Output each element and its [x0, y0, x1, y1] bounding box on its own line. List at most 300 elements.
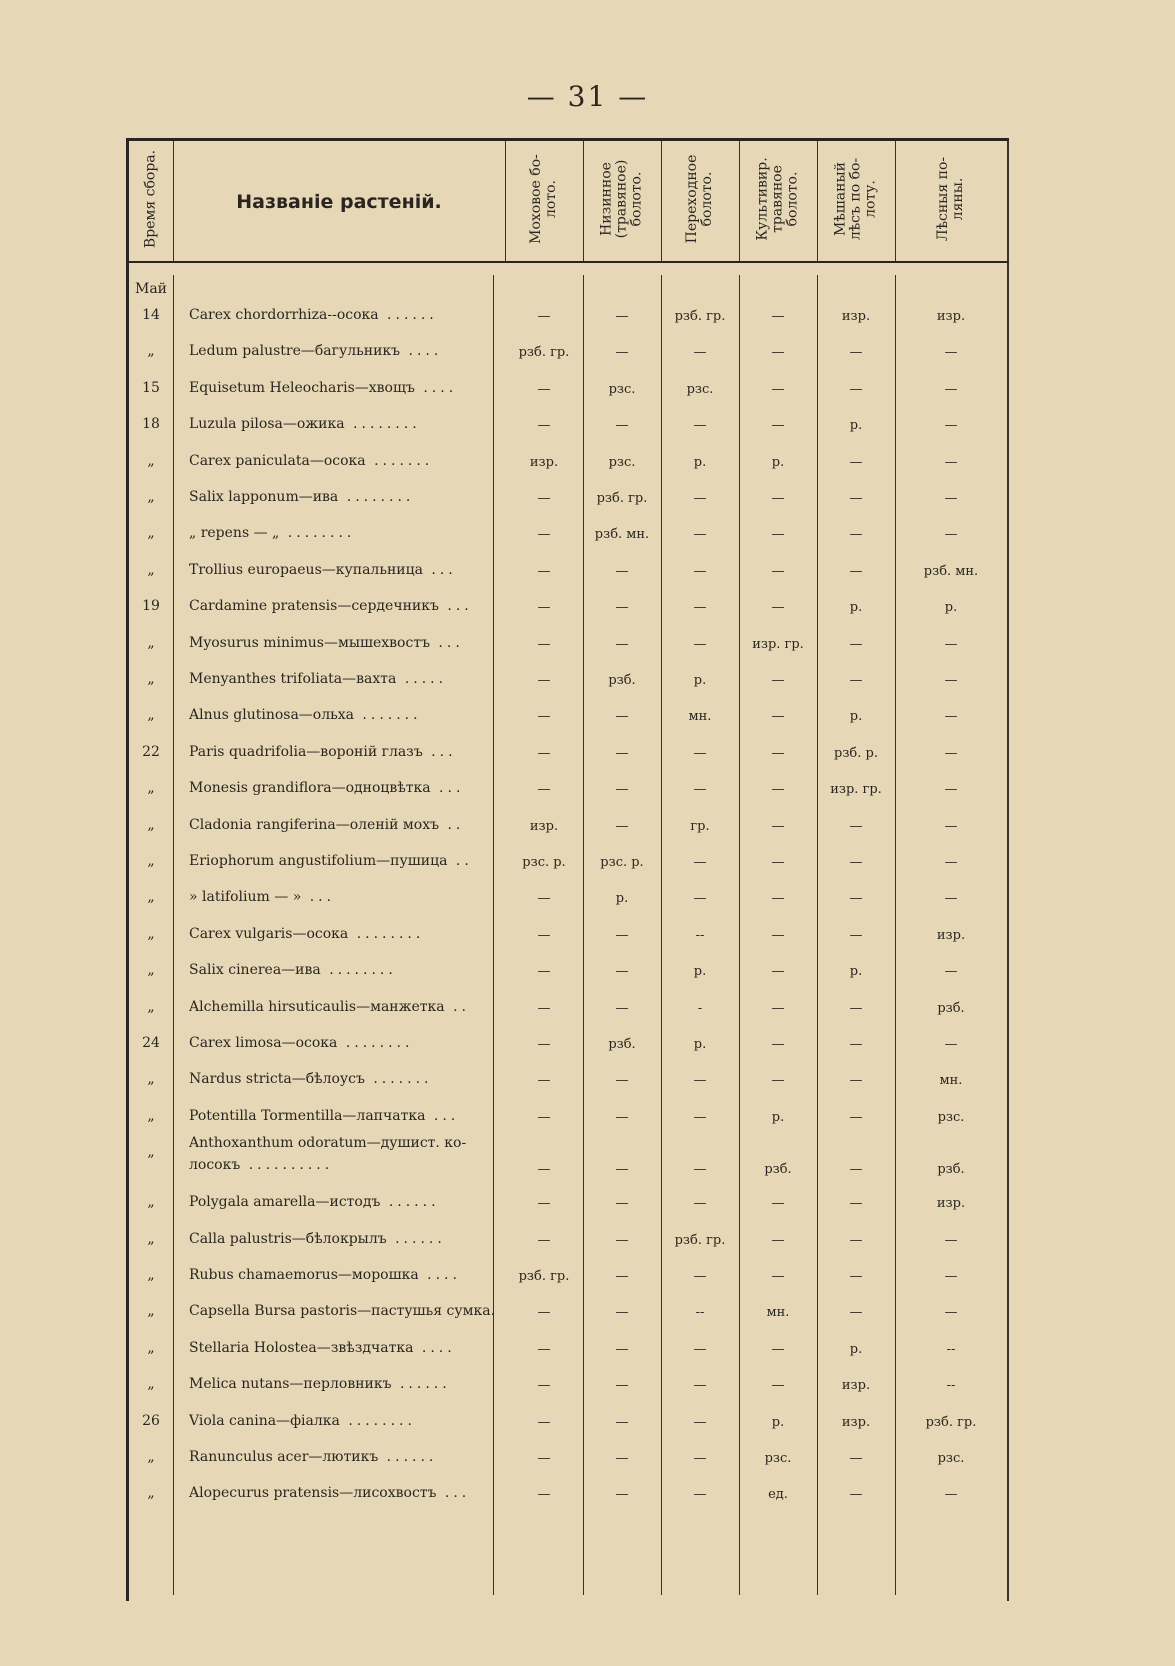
plant-name-text: Trollius europaeus—купальница	[189, 561, 423, 578]
abundance-cell: —	[849, 527, 863, 543]
plant-name-text: Stellaria Holostea—звѣздчатка	[189, 1339, 414, 1356]
row-plant-name	[189, 671, 499, 687]
row-plant-name	[189, 1340, 499, 1356]
abundance-cell: —	[537, 709, 551, 725]
row-plant-name	[189, 744, 499, 760]
row-plant-name	[189, 1449, 499, 1465]
header-col-1-label: Моховое бо- лото.	[528, 154, 559, 244]
abundance-cell: —	[771, 563, 785, 579]
row-plant-name	[189, 962, 499, 978]
table-row	[129, 1029, 1009, 1065]
plant-name-text: „ repens — „	[189, 525, 280, 542]
header-col-3-label: Переходное болото.	[684, 154, 715, 244]
abundance-cell: —	[771, 1037, 785, 1052]
row-plant-name	[189, 1035, 499, 1051]
abundance-cell: —	[693, 491, 707, 506]
dot-leader: .......	[365, 452, 434, 469]
abundance-cell: —	[849, 636, 863, 652]
plant-name-text: Alopecurus pratensis—лисохвостъ	[189, 1485, 437, 1502]
header-col-4	[739, 141, 818, 261]
abundance-cell: —	[944, 709, 958, 725]
row-date: „	[147, 561, 155, 578]
dot-leader: ...	[429, 634, 464, 651]
abundance-cell: —	[771, 891, 785, 907]
row-date: 15	[142, 379, 160, 396]
dot-leader: ........	[279, 525, 356, 542]
row-plant-name	[189, 926, 499, 942]
plant-name-text: Ledum palustre—багульникъ	[189, 343, 401, 360]
abundance-cell: изр. гр.	[752, 636, 804, 652]
abundance-cell: р.	[849, 964, 863, 980]
row-date: „	[147, 1194, 155, 1211]
plant-name-text: Eriophorum angustifolium—пушица	[189, 853, 448, 869]
plant-name-text: Alnus glutinosa—ольха	[189, 707, 354, 724]
row-date: „	[147, 1485, 155, 1502]
dot-leader: ..	[439, 816, 465, 833]
abundance-cell: —	[771, 491, 785, 506]
abundance-cell: рзб. гр.	[596, 491, 648, 506]
abundance-cell: —	[849, 563, 863, 579]
dot-leader: ...	[438, 598, 473, 615]
abundance-cell: рзс.	[937, 1109, 965, 1125]
abundance-cell: —	[693, 1109, 707, 1125]
row-date: 14	[142, 307, 160, 323]
abundance-cell: —	[771, 855, 785, 870]
abundance-cell: —	[693, 891, 707, 907]
plant-name-text: Salix lapponum—ива	[189, 489, 339, 505]
plant-name-text: Luzula pilosa—ожика	[189, 416, 345, 433]
abundance-cell: —	[615, 1269, 629, 1284]
header-col-5-label: Мѣшаный лѣсъ по бо- лоту.	[832, 157, 879, 241]
abundance-cell: —	[771, 527, 785, 543]
abundance-cell: —	[771, 673, 785, 688]
dot-leader: ..	[444, 998, 471, 1015]
abundance-cell: рзб. мн.	[594, 527, 650, 543]
dot-leader: ...	[422, 561, 457, 578]
dot-leader: .......	[353, 707, 422, 724]
abundance-cell: —	[849, 927, 863, 943]
abundance-cell: —	[849, 454, 863, 470]
row-date: „	[147, 1449, 155, 1465]
abundance-cell: —	[615, 345, 629, 361]
row-plant-name	[189, 999, 499, 1015]
dot-leader: ....	[400, 343, 443, 360]
abundance-cell: изр.	[529, 818, 559, 834]
abundance-cell: изр.	[529, 454, 559, 470]
table-row	[129, 701, 1009, 737]
abundance-cell: рзб.	[608, 1037, 636, 1052]
abundance-cell: —	[537, 563, 551, 579]
abundance-cell: --	[695, 1305, 705, 1321]
row-date: „	[147, 671, 155, 687]
abundance-cell: —	[693, 1341, 707, 1357]
dot-leader: ...	[430, 780, 465, 797]
abundance-cell: —	[537, 1073, 551, 1089]
dot-leader: ...	[425, 1107, 460, 1124]
abundance-cell: —	[537, 1232, 551, 1248]
abundance-cell: —	[849, 1269, 863, 1284]
abundance-cell: —	[849, 345, 863, 361]
header-col-3	[661, 141, 740, 261]
table-row	[129, 1065, 1009, 1101]
row-date: „	[147, 634, 155, 651]
abundance-cell: р.	[693, 1037, 707, 1052]
plant-name-text: Cladonia rangiferina—оленій мохъ	[189, 816, 440, 833]
dot-leader: ........	[337, 1035, 414, 1051]
table-row	[129, 519, 1009, 555]
abundance-cell: --	[695, 927, 705, 943]
abundance-cell: —	[615, 1073, 629, 1089]
plant-name-text: Nardus stricta—бѣлоусъ	[189, 1071, 365, 1088]
table-row	[129, 447, 1009, 483]
abundance-cell: изр.	[936, 309, 966, 324]
abundance-cell: рзб. гр.	[674, 1232, 726, 1248]
row-date: „	[147, 489, 155, 505]
table-header	[129, 141, 1009, 263]
table-row	[129, 1479, 1009, 1515]
abundance-cell: р.	[849, 600, 863, 616]
abundance-cell: изр.	[936, 1196, 966, 1212]
table-row	[129, 629, 1009, 665]
table-row	[129, 1407, 1009, 1443]
dot-leader: ...	[301, 889, 336, 906]
abundance-cell: рзс.	[937, 1451, 965, 1466]
row-date: „	[147, 525, 155, 542]
row-plant-name	[189, 1194, 499, 1210]
abundance-cell: —	[615, 1305, 629, 1321]
abundance-cell: —	[849, 1162, 863, 1178]
abundance-cell: р.	[693, 964, 707, 980]
plant-name-text: Menyanthes trifoliata—вахта	[189, 671, 397, 687]
abundance-cell: -	[697, 1000, 703, 1016]
abundance-cell: изр. гр.	[830, 782, 882, 798]
abundance-cell: —	[537, 1414, 551, 1430]
plant-name-continuation: лосокъ	[189, 1157, 241, 1174]
header-col-4-label: Культивир. травяное болото.	[754, 157, 801, 241]
row-plant-name	[189, 817, 499, 833]
plant-name-text: Viola canina—фіалка	[189, 1412, 340, 1429]
abundance-cell: рзс.	[608, 454, 636, 470]
dot-leader: ...	[436, 1485, 471, 1502]
abundance-cell: изр.	[841, 309, 871, 324]
row-plant-name	[189, 453, 499, 469]
abundance-cell: —	[771, 745, 785, 761]
abundance-cell: —	[771, 1196, 785, 1212]
row-date: „	[147, 780, 155, 797]
month-label: Май	[134, 281, 167, 297]
abundance-cell: рзб.	[937, 1162, 965, 1178]
table-row	[129, 883, 1009, 919]
row-plant-name	[189, 1267, 499, 1283]
abundance-cell: —	[944, 891, 958, 907]
plant-name-text: » latifolium — »	[189, 889, 302, 906]
abundance-cell: р.	[693, 454, 707, 470]
abundance-cell: —	[537, 1037, 551, 1052]
abundance-cell: —	[771, 709, 785, 725]
header-col-6-label: Лѣсныя по- ляны.	[935, 156, 966, 242]
abundance-cell: р.	[615, 891, 629, 907]
dot-leader: ........	[344, 416, 421, 433]
row-date: 26	[142, 1412, 160, 1429]
plant-name-text: Anthoxanthum odoratum—душист. ко-	[189, 1135, 467, 1152]
row-date: „	[147, 1303, 155, 1320]
table-row	[129, 1297, 1009, 1333]
abundance-cell: рзс.	[764, 1451, 792, 1466]
abundance-cell: —	[615, 927, 629, 943]
abundance-cell: р.	[771, 454, 785, 470]
abundance-cell: ед.	[768, 1487, 788, 1503]
abundance-cell: —	[537, 1305, 551, 1321]
plant-name-text: Rubus chamaemorus—морошка	[189, 1267, 419, 1283]
abundance-cell: —	[537, 309, 551, 324]
abundance-cell: рзб. гр.	[925, 1414, 977, 1430]
abundance-cell: —	[693, 1162, 707, 1178]
abundance-cell: р.	[771, 1414, 785, 1430]
abundance-cell: —	[693, 636, 707, 652]
plant-name-text: Carex chordorrhiza--осока	[189, 307, 379, 323]
abundance-cell: рзс.	[686, 381, 714, 397]
row-plant-name	[189, 416, 499, 432]
abundance-cell: —	[537, 1196, 551, 1212]
plant-name-text: Carex limosa—осока	[189, 1035, 338, 1051]
abundance-cell: —	[849, 1196, 863, 1212]
dot-leader: ........	[348, 925, 425, 942]
abundance-cell: —	[693, 745, 707, 761]
abundance-cell: —	[693, 1269, 707, 1284]
abundance-cell: р.	[849, 709, 863, 725]
plant-name-text: Salix cinerea—ива	[189, 962, 321, 979]
plant-name-text: Paris quadrifolia—вороній глазъ	[189, 743, 423, 760]
abundance-cell: —	[693, 563, 707, 579]
abundance-cell: —	[693, 782, 707, 798]
abundance-cell: —	[849, 381, 863, 397]
table-row	[129, 956, 1009, 992]
row-plant-name	[189, 1108, 499, 1124]
dot-leader: ......	[378, 1449, 438, 1465]
abundance-cell: —	[944, 964, 958, 980]
abundance-cell: рзс. р.	[600, 855, 644, 870]
abundance-cell: рзб.	[937, 1000, 965, 1016]
abundance-cell: изр.	[936, 927, 966, 943]
row-date: „	[147, 998, 155, 1015]
header-col-6	[895, 141, 1007, 261]
abundance-cell: изр.	[841, 1378, 871, 1394]
abundance-cell: —	[849, 1037, 863, 1052]
abundance-cell: —	[944, 855, 958, 870]
abundance-cell: —	[944, 1232, 958, 1248]
abundance-cell: гр.	[690, 818, 710, 834]
abundance-cell: —	[615, 1109, 629, 1125]
row-date: „	[147, 707, 155, 724]
abundance-cell: р.	[849, 418, 863, 434]
abundance-cell: —	[537, 1109, 551, 1125]
abundance-cell: —	[849, 855, 863, 870]
table-row	[129, 920, 1009, 956]
table-row	[129, 993, 1009, 1029]
dot-leader: ...	[422, 743, 457, 760]
abundance-cell: —	[615, 1414, 629, 1430]
abundance-cell: —	[615, 709, 629, 725]
row-date: „	[147, 1339, 155, 1356]
abundance-cell: рзб. гр.	[674, 309, 726, 324]
abundance-cell: —	[944, 1305, 958, 1321]
abundance-cell: —	[615, 818, 629, 834]
abundance-cell: —	[615, 309, 629, 324]
abundance-cell: —	[849, 1487, 863, 1503]
dot-leader: ........	[338, 489, 415, 505]
table-row	[129, 556, 1009, 592]
dot-leader: ......	[378, 307, 438, 323]
abundance-cell: —	[615, 1196, 629, 1212]
header-col-2	[583, 141, 662, 261]
abundance-cell: —	[771, 1378, 785, 1394]
header-date-cell	[129, 141, 174, 261]
row-plant-name	[189, 780, 499, 796]
row-date: „	[147, 1376, 155, 1393]
row-date: „	[147, 343, 155, 360]
row-plant-name	[189, 1071, 499, 1087]
row-plant-name	[189, 707, 499, 723]
abundance-cell: —	[615, 1378, 629, 1394]
abundance-cell: рзб. р.	[834, 745, 878, 761]
abundance-cell: —	[944, 1269, 958, 1284]
table-row	[129, 738, 1009, 774]
table-body	[129, 263, 1009, 1595]
abundance-cell: —	[615, 745, 629, 761]
abundance-cell: —	[693, 855, 707, 870]
abundance-cell: —	[615, 563, 629, 579]
abundance-cell: —	[615, 964, 629, 980]
abundance-cell: —	[615, 782, 629, 798]
abundance-cell: —	[849, 673, 863, 688]
abundance-cell: —	[537, 891, 551, 907]
row-date: „	[147, 1071, 155, 1088]
abundance-cell: —	[944, 454, 958, 470]
abundance-cell: —	[944, 491, 958, 506]
plant-name-text: Ranunculus acer—лютикъ	[189, 1449, 379, 1465]
row-date: „	[147, 853, 155, 869]
row-date: 24	[142, 1035, 160, 1051]
plant-name-text: Melica nutans—перловникъ	[189, 1376, 392, 1393]
row-plant-name	[189, 1303, 499, 1319]
row-plant-name	[189, 1132, 499, 1176]
abundance-cell: —	[615, 1162, 629, 1178]
abundance-cell: —	[537, 964, 551, 980]
abundance-cell: —	[771, 782, 785, 798]
page-number: — 31 —	[526, 80, 649, 113]
plant-name-text: Cardamine pratensis—сердечникъ	[189, 598, 439, 615]
abundance-cell: —	[771, 1232, 785, 1248]
abundance-cell: р.	[849, 1341, 863, 1357]
header-col-1	[505, 141, 584, 261]
abundance-cell: —	[944, 1037, 958, 1052]
abundance-cell: —	[944, 418, 958, 434]
abundance-cell: —	[537, 1487, 551, 1503]
abundance-cell: —	[615, 1341, 629, 1357]
abundance-cell: —	[693, 1414, 707, 1430]
abundance-cell: —	[537, 1341, 551, 1357]
abundance-cell: —	[693, 600, 707, 616]
plant-name-text: Carex paniculata—осока	[189, 452, 366, 469]
plant-table	[126, 138, 1009, 1601]
row-plant-name	[189, 1413, 499, 1429]
abundance-cell: —	[771, 818, 785, 834]
dot-leader: .....	[396, 671, 448, 687]
table-row	[129, 592, 1009, 628]
abundance-cell: —	[537, 636, 551, 652]
row-plant-name	[189, 307, 499, 323]
abundance-cell: рзб. гр.	[518, 1269, 570, 1284]
abundance-cell: —	[537, 491, 551, 506]
row-date: „	[147, 1230, 155, 1247]
plant-name-text: Alchemilla hirsuticaulis—манжетка	[189, 998, 445, 1015]
abundance-cell: —	[693, 1451, 707, 1466]
row-date: „	[147, 1144, 155, 1161]
abundance-cell: рзб. гр.	[518, 345, 570, 361]
plant-name-text: Potentilla Tormentilla—лапчатка	[189, 1107, 426, 1124]
abundance-cell: —	[615, 1451, 629, 1466]
row-plant-name	[189, 598, 499, 614]
abundance-cell: —	[944, 818, 958, 834]
abundance-cell: —	[537, 927, 551, 943]
dot-leader: ........	[339, 1412, 416, 1429]
table-row	[129, 665, 1009, 701]
row-date: „	[147, 889, 155, 906]
row-plant-name	[189, 525, 499, 541]
dot-leader: ........	[320, 962, 397, 979]
header-col-2-label: Низинное (травяное) болото.	[598, 159, 645, 239]
table-row	[129, 1225, 1009, 1261]
table-row	[129, 337, 1009, 373]
abundance-cell: рзб.	[764, 1162, 792, 1178]
abundance-cell: —	[944, 381, 958, 397]
abundance-cell: —	[615, 636, 629, 652]
row-date: „	[147, 816, 155, 833]
abundance-cell: р.	[693, 673, 707, 688]
row-plant-name	[189, 562, 499, 578]
row-plant-name	[189, 635, 499, 651]
abundance-cell: --	[946, 1341, 956, 1357]
abundance-cell: —	[615, 1487, 629, 1503]
abundance-cell: —	[771, 927, 785, 943]
abundance-cell: —	[615, 600, 629, 616]
abundance-cell: —	[944, 1487, 958, 1503]
row-date: „	[147, 962, 155, 979]
table-row	[129, 410, 1009, 446]
abundance-cell: рзс. р.	[522, 855, 566, 870]
abundance-cell: —	[537, 1000, 551, 1016]
table-row	[129, 811, 1009, 847]
abundance-cell: —	[537, 745, 551, 761]
abundance-cell: —	[537, 1162, 551, 1178]
table-row	[129, 1135, 1009, 1188]
abundance-cell: рзб.	[608, 673, 636, 688]
row-date: 18	[142, 416, 160, 433]
plant-name-text: Carex vulgaris—осока	[189, 925, 349, 942]
plant-name-text: Polygala amarella—истодъ	[189, 1194, 381, 1211]
abundance-cell: —	[693, 1073, 707, 1089]
table-row	[129, 1443, 1009, 1479]
table-row	[129, 1188, 1009, 1224]
row-plant-name	[189, 489, 499, 505]
row-plant-name	[189, 1485, 499, 1501]
dot-leader: ....	[418, 1267, 461, 1283]
abundance-cell: р.	[944, 600, 958, 616]
abundance-cell: —	[615, 1232, 629, 1248]
dot-leader: ....	[413, 1339, 456, 1356]
row-date: „	[147, 1267, 155, 1283]
abundance-cell: —	[944, 673, 958, 688]
